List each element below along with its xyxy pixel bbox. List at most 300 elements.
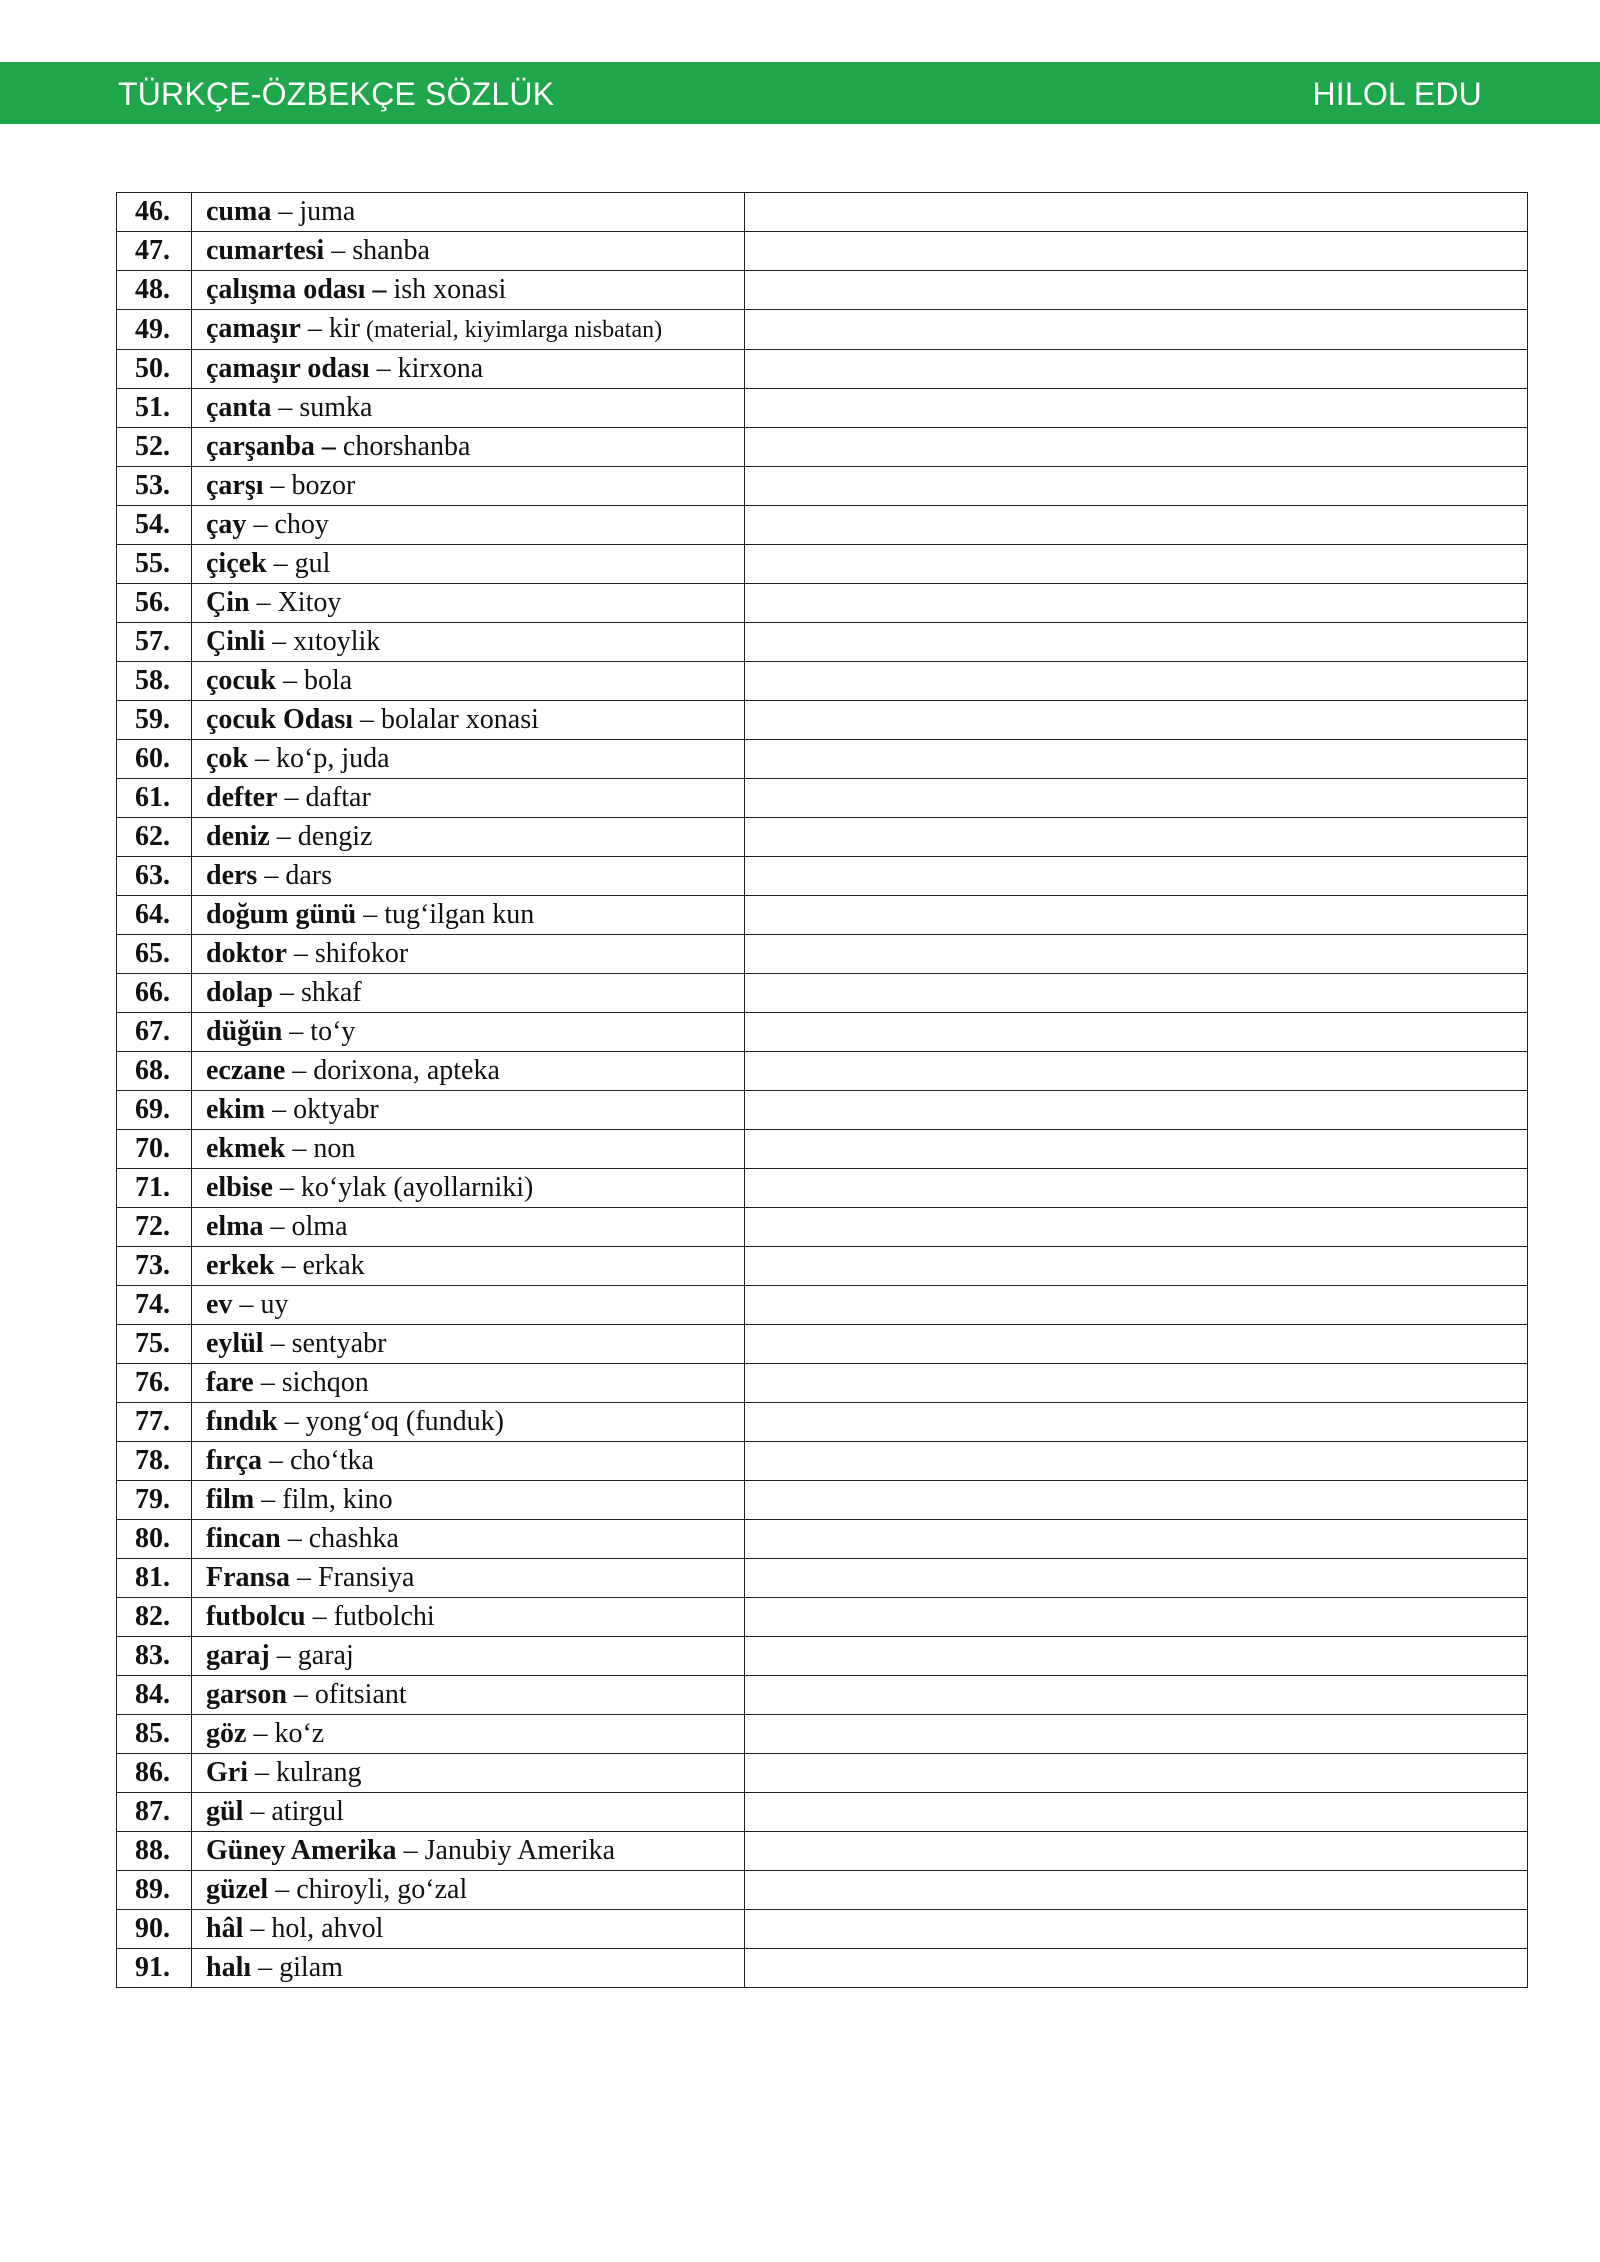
uzbek-translation: sumka: [299, 392, 373, 423]
table-row: [117, 1091, 1528, 1130]
uzbek-translation: atirgul: [271, 1796, 344, 1827]
table-row: [117, 193, 1528, 232]
uzbek-translation: gilam: [279, 1952, 343, 1983]
row-number: 83.: [117, 1637, 192, 1676]
uzbek-translation: Janubiy Amerika: [424, 1835, 616, 1866]
entry-cell: [192, 701, 745, 740]
blank-notes-cell: [745, 1442, 1528, 1481]
row-number: 54.: [117, 506, 192, 545]
row-number: 79.: [117, 1481, 192, 1520]
separator: –: [356, 899, 385, 930]
table-row: [117, 1793, 1528, 1832]
blank-notes-cell: [745, 1013, 1528, 1052]
turkish-term: hâl: [206, 1913, 244, 1944]
uzbek-translation: koʻylak (ayollarniki): [300, 1172, 534, 1203]
row-number: 65.: [117, 935, 192, 974]
translation-note: (material, kiyimlarga nisbatan): [359, 317, 663, 343]
entry-cell: [192, 506, 745, 545]
table-row: [117, 818, 1528, 857]
uzbek-translation: non: [313, 1133, 356, 1164]
table-row: [117, 1325, 1528, 1364]
row-number: 71.: [117, 1169, 192, 1208]
entry-cell: [192, 1715, 745, 1754]
blank-notes-cell: [745, 428, 1528, 467]
separator: –: [254, 1484, 283, 1515]
entry-cell: [192, 1325, 745, 1364]
entry-cell: [192, 662, 745, 701]
blank-notes-cell: [745, 1832, 1528, 1871]
row-number: 77.: [117, 1403, 192, 1442]
turkish-term: çanta: [206, 392, 272, 423]
uzbek-translation: sentyabr: [291, 1328, 387, 1359]
entry-cell: [192, 1208, 745, 1247]
entry-cell: [192, 1559, 745, 1598]
row-number: 56.: [117, 584, 192, 623]
uzbek-translation: garaj: [297, 1640, 354, 1671]
row-number: 73.: [117, 1247, 192, 1286]
turkish-term: futbolcu: [206, 1601, 306, 1632]
row-number: 64.: [117, 896, 192, 935]
separator: –: [249, 587, 278, 618]
separator: –: [263, 470, 292, 501]
header-bar: [0, 62, 1600, 124]
row-number: 82.: [117, 1598, 192, 1637]
blank-notes-cell: [745, 1949, 1528, 1988]
turkish-term: çok: [206, 743, 248, 774]
blank-notes-cell: [745, 1754, 1528, 1793]
turkish-term: göz: [206, 1718, 247, 1749]
row-number: 50.: [117, 350, 192, 389]
row-number: 59.: [117, 701, 192, 740]
uzbek-translation: koʻz: [274, 1718, 325, 1749]
separator: –: [268, 1874, 297, 1905]
separator: –: [272, 1172, 301, 1203]
uzbek-translation: Fransiya: [318, 1562, 415, 1593]
blank-notes-cell: [745, 896, 1528, 935]
separator: –: [246, 1718, 275, 1749]
turkish-term: eczane: [206, 1055, 286, 1086]
blank-notes-cell: [745, 1598, 1528, 1637]
entry-cell: [192, 935, 745, 974]
entry-cell: [192, 1403, 745, 1442]
uzbek-translation: choʻtka: [289, 1445, 374, 1476]
blank-notes-cell: [745, 1208, 1528, 1247]
blank-notes-cell: [745, 1637, 1528, 1676]
row-number: 61.: [117, 779, 192, 818]
uzbek-translation: kulrang: [276, 1757, 362, 1788]
table-row: [117, 271, 1528, 310]
row-number: 76.: [117, 1364, 192, 1403]
uzbek-translation: ofitsiant: [314, 1679, 407, 1710]
row-number: 81.: [117, 1559, 192, 1598]
uzbek-translation: olma: [291, 1211, 348, 1242]
row-number: 51.: [117, 389, 192, 428]
uzbek-translation: kirxona: [397, 353, 484, 384]
turkish-term: defter: [206, 782, 278, 813]
blank-notes-cell: [745, 623, 1528, 662]
blank-notes-cell: [745, 779, 1528, 818]
separator: –: [290, 1562, 318, 1593]
separator: –: [232, 1289, 261, 1320]
blank-notes-cell: [745, 857, 1528, 896]
blank-notes-cell: [745, 389, 1528, 428]
entry-cell: [192, 1364, 745, 1403]
separator: –: [269, 1640, 298, 1671]
row-number: 70.: [117, 1130, 192, 1169]
blank-notes-cell: [745, 1559, 1528, 1598]
row-number: 86.: [117, 1754, 192, 1793]
uzbek-translation: dorixona, apteka: [313, 1055, 500, 1086]
table-row: [117, 1286, 1528, 1325]
row-number: 68.: [117, 1052, 192, 1091]
entry-cell: [192, 857, 745, 896]
row-number: 60.: [117, 740, 192, 779]
separator: –: [257, 860, 286, 891]
separator: –: [265, 626, 294, 657]
blank-notes-cell: [745, 935, 1528, 974]
turkish-term: düğün: [206, 1016, 283, 1047]
entry-cell: [192, 1169, 745, 1208]
uzbek-translation: futbolchi: [333, 1601, 435, 1632]
turkish-term: çiçek: [206, 548, 267, 579]
entry-cell: [192, 310, 745, 350]
separator: –: [280, 1523, 309, 1554]
turkish-term: güzel: [206, 1874, 269, 1905]
blank-notes-cell: [745, 506, 1528, 545]
blank-notes-cell: [745, 1871, 1528, 1910]
turkish-term: ekmek: [206, 1133, 286, 1164]
entry-cell: [192, 1832, 745, 1871]
turkish-term: eylül: [206, 1328, 264, 1359]
table-row: [117, 935, 1528, 974]
row-number: 55.: [117, 545, 192, 584]
separator: –: [263, 1211, 292, 1242]
entry-cell: [192, 193, 745, 232]
entry-cell: [192, 232, 745, 271]
uzbek-translation: chorshanba: [342, 431, 471, 462]
separator: –: [271, 196, 300, 227]
separator: –: [271, 392, 300, 423]
table-row: [117, 896, 1528, 935]
turkish-term: çocuk: [206, 665, 276, 696]
entry-cell: [192, 1871, 745, 1910]
turkish-term: doktor: [206, 938, 287, 969]
blank-notes-cell: [745, 701, 1528, 740]
separator: –: [282, 1016, 311, 1047]
entry-cell: [192, 1052, 745, 1091]
uzbek-translation: shkaf: [300, 977, 362, 1008]
table-row: [117, 1481, 1528, 1520]
separator: –: [261, 1445, 290, 1476]
blank-notes-cell: [745, 1325, 1528, 1364]
separator: –: [253, 1367, 282, 1398]
uzbek-translation: gul: [294, 548, 331, 579]
table-row: [117, 974, 1528, 1013]
uzbek-translation: uy: [260, 1289, 289, 1320]
table-row: [117, 623, 1528, 662]
turkish-term: elma: [206, 1211, 264, 1242]
table-row: [117, 545, 1528, 584]
blank-notes-cell: [745, 1910, 1528, 1949]
vocabulary-table-body: [117, 193, 1528, 1988]
entry-cell: [192, 1520, 745, 1559]
separator: –: [277, 782, 306, 813]
table-row: [117, 1247, 1528, 1286]
blank-notes-cell: [745, 1286, 1528, 1325]
turkish-term: halı: [206, 1952, 252, 1983]
uzbek-translation: oktyabr: [293, 1094, 379, 1125]
brand-name: HILOL EDU: [1312, 76, 1482, 112]
turkish-term: deniz: [206, 821, 270, 852]
turkish-term: çarşanba –: [206, 431, 336, 462]
separator: –: [277, 1406, 306, 1437]
blank-notes-cell: [745, 1169, 1528, 1208]
table-row: [117, 701, 1528, 740]
separator: –: [300, 313, 329, 344]
table-row: [117, 1364, 1528, 1403]
row-number: 67.: [117, 1013, 192, 1052]
blank-notes-cell: [745, 193, 1528, 232]
separator: –: [266, 548, 295, 579]
table-row: [117, 740, 1528, 779]
uzbek-translation: sichqon: [281, 1367, 369, 1398]
row-number: 53.: [117, 467, 192, 506]
turkish-term: fırça: [206, 1445, 262, 1476]
table-row: [117, 857, 1528, 896]
row-number: 74.: [117, 1286, 192, 1325]
blank-notes-cell: [745, 1052, 1528, 1091]
row-number: 57.: [117, 623, 192, 662]
uzbek-translation: chashka: [308, 1523, 399, 1554]
entry-cell: [192, 350, 745, 389]
blank-notes-cell: [745, 350, 1528, 389]
turkish-term: Çin: [206, 587, 250, 618]
table-row: [117, 1013, 1528, 1052]
row-number: 89.: [117, 1871, 192, 1910]
table-row: [117, 1676, 1528, 1715]
separator: –: [263, 1328, 292, 1359]
blank-notes-cell: [745, 1793, 1528, 1832]
uzbek-translation: koʻp, juda: [276, 743, 390, 774]
separator: –: [286, 1679, 315, 1710]
turkish-term: garaj: [206, 1640, 270, 1671]
blank-notes-cell: [745, 974, 1528, 1013]
separator: –: [248, 1757, 276, 1788]
table-row: [117, 506, 1528, 545]
entry-cell: [192, 1013, 745, 1052]
separator: –: [251, 1952, 280, 1983]
blank-notes-cell: [745, 1130, 1528, 1169]
uzbek-translation: toʻy: [310, 1016, 356, 1047]
separator: –: [269, 821, 298, 852]
separator: –: [274, 1250, 303, 1281]
entry-cell: [192, 584, 745, 623]
table-row: [117, 1442, 1528, 1481]
entry-cell: [192, 1793, 745, 1832]
table-row: [117, 1832, 1528, 1871]
entry-cell: [192, 428, 745, 467]
row-number: 91.: [117, 1949, 192, 1988]
entry-cell: [192, 467, 745, 506]
row-number: 78.: [117, 1442, 192, 1481]
table-row: [117, 1754, 1528, 1793]
entry-cell: [192, 1091, 745, 1130]
turkish-term: çay: [206, 509, 247, 540]
blank-notes-cell: [745, 1676, 1528, 1715]
row-number: 84.: [117, 1676, 192, 1715]
uzbek-translation: kir: [328, 313, 360, 344]
turkish-term: çocuk Odası: [206, 704, 354, 735]
table-row: [117, 1871, 1528, 1910]
entry-cell: [192, 1949, 745, 1988]
separator: –: [246, 509, 275, 540]
table-row: [117, 428, 1528, 467]
turkish-term: ders: [206, 860, 258, 891]
blank-notes-cell: [745, 1715, 1528, 1754]
row-number: 85.: [117, 1715, 192, 1754]
separator: –: [396, 1835, 425, 1866]
blank-notes-cell: [745, 1520, 1528, 1559]
row-number: 47.: [117, 232, 192, 271]
separator: –: [324, 235, 353, 266]
separator: –: [243, 1796, 272, 1827]
table-row: [117, 1208, 1528, 1247]
entry-cell: [192, 818, 745, 857]
row-number: 69.: [117, 1091, 192, 1130]
turkish-term: dolap: [206, 977, 273, 1008]
separator: –: [305, 1601, 334, 1632]
turkish-term: Güney Amerika: [206, 1835, 397, 1866]
entry-cell: [192, 623, 745, 662]
turkish-term: fare: [206, 1367, 254, 1398]
turkish-term: Gri: [206, 1757, 248, 1788]
entry-cell: [192, 389, 745, 428]
entry-cell: [192, 1910, 745, 1949]
table-row: [117, 389, 1528, 428]
entry-cell: [192, 1481, 745, 1520]
uzbek-translation: shanba: [352, 235, 430, 266]
table-row: [117, 779, 1528, 818]
turkish-term: gül: [206, 1796, 244, 1827]
blank-notes-cell: [745, 1364, 1528, 1403]
uzbek-translation: daftar: [305, 782, 371, 813]
blank-notes-cell: [745, 232, 1528, 271]
separator: –: [272, 977, 301, 1008]
uzbek-translation: juma: [299, 196, 356, 227]
entry-cell: [192, 271, 745, 310]
table-row: [117, 1910, 1528, 1949]
row-number: 52.: [117, 428, 192, 467]
separator: –: [285, 1133, 314, 1164]
separator: –: [353, 704, 382, 735]
row-number: 48.: [117, 271, 192, 310]
blank-notes-cell: [745, 1481, 1528, 1520]
row-number: 90.: [117, 1910, 192, 1949]
blank-notes-cell: [745, 1091, 1528, 1130]
turkish-term: Çinli: [206, 626, 266, 657]
turkish-term: Fransa: [206, 1562, 290, 1593]
table-row: [117, 467, 1528, 506]
table-row: [117, 662, 1528, 701]
entry-cell: [192, 1637, 745, 1676]
row-number: 72.: [117, 1208, 192, 1247]
uzbek-translation: ish xonasi: [393, 274, 507, 305]
turkish-term: fincan: [206, 1523, 281, 1554]
turkish-term: ekim: [206, 1094, 266, 1125]
separator: –: [276, 665, 304, 696]
blank-notes-cell: [745, 310, 1528, 350]
table-row: [117, 584, 1528, 623]
document-title: TÜRKÇE-ÖZBEKÇE SÖZLÜK: [118, 76, 555, 112]
turkish-term: çarşı: [206, 470, 264, 501]
table-row: [117, 1169, 1528, 1208]
uzbek-translation: shifokor: [314, 938, 409, 969]
uzbek-translation: xıtoylik: [293, 626, 381, 657]
uzbek-translation: dengiz: [297, 821, 373, 852]
entry-cell: [192, 1247, 745, 1286]
turkish-term: doğum günü: [206, 899, 357, 930]
turkish-term: çamaşır: [206, 313, 301, 344]
row-number: 58.: [117, 662, 192, 701]
turkish-term: garson: [206, 1679, 287, 1710]
table-row: [117, 1949, 1528, 1988]
turkish-term: cuma: [206, 196, 272, 227]
table-row: [117, 1598, 1528, 1637]
turkish-term: elbise: [206, 1172, 273, 1203]
blank-notes-cell: [745, 662, 1528, 701]
separator: –: [369, 353, 398, 384]
blank-notes-cell: [745, 1403, 1528, 1442]
entry-cell: [192, 740, 745, 779]
table-row: [117, 232, 1528, 271]
uzbek-translation: bozor: [291, 470, 356, 501]
blank-notes-cell: [745, 271, 1528, 310]
uzbek-translation: Xitoy: [277, 587, 342, 618]
entry-cell: [192, 779, 745, 818]
entry-cell: [192, 1598, 745, 1637]
uzbek-translation: bola: [304, 665, 353, 696]
turkish-term: çamaşır odası: [206, 353, 370, 384]
table-row: [117, 1715, 1528, 1754]
table-row: [117, 310, 1528, 350]
uzbek-translation: film, kino: [282, 1484, 393, 1515]
entry-cell: [192, 1286, 745, 1325]
blank-notes-cell: [745, 467, 1528, 506]
table-row: [117, 1130, 1528, 1169]
separator: –: [286, 938, 315, 969]
separator: [336, 431, 343, 462]
separator: –: [265, 1094, 294, 1125]
row-number: 63.: [117, 857, 192, 896]
blank-notes-cell: [745, 740, 1528, 779]
entry-cell: [192, 896, 745, 935]
row-number: 66.: [117, 974, 192, 1013]
row-number: 62.: [117, 818, 192, 857]
entry-cell: [192, 1754, 745, 1793]
uzbek-translation: dars: [285, 860, 332, 891]
separator: –: [248, 743, 276, 774]
row-number: 88.: [117, 1832, 192, 1871]
turkish-term: cumartesi: [206, 235, 325, 266]
turkish-term: erkek: [206, 1250, 275, 1281]
uzbek-translation: tugʻilgan kun: [384, 899, 535, 930]
table-row: [117, 1052, 1528, 1091]
uzbek-translation: hol, ahvol: [271, 1913, 384, 1944]
turkish-term: çalışma odası –: [206, 274, 387, 305]
blank-notes-cell: [745, 584, 1528, 623]
uzbek-translation: erkak: [302, 1250, 365, 1281]
turkish-term: fındık: [206, 1406, 278, 1437]
